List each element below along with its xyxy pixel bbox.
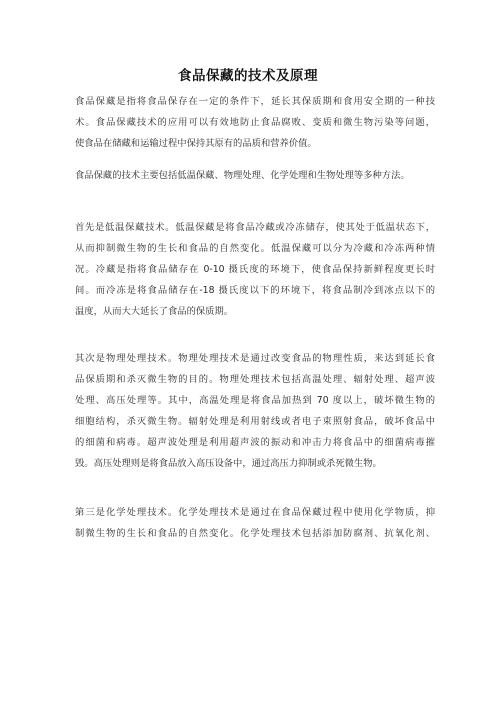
paragraph-low-temperature [75, 217, 435, 322]
text-line: 处理、高压处理等。其中，高温处理是将食品加热到 70 度以上，破坏微生物的 [75, 395, 435, 406]
text-line: 食品保藏是指将食品保存在一定的条件下，延长其保质期和食用安全期的一种技 [75, 96, 435, 107]
text-line: 食品保藏的技术主要包括低温保藏、物理处理、化学处理和生物处理等多种方法。 [75, 170, 410, 181]
text-line: 制微生物的生长和食品的自然变化。化学处理技术包括添加防腐剂、抗氧化剂、 [75, 528, 435, 539]
paragraph-methods-overview [75, 165, 435, 186]
text-line: 从而抑制微生物的生长和食品的自然变化。低温保藏可以分为冷藏和冷冻两种情 [75, 243, 435, 254]
text-line: 况。冷藏是指将食品储存在 0-10 摄氏度的环境下，使食品保持新鲜程度更长时 [75, 264, 435, 275]
document-title: 食品保藏的技术及原理 [178, 68, 318, 84]
text-line: 术。食品保藏技术的应用可以有效地防止食品腐败、变质和微生物污染等问题， [75, 117, 435, 128]
text-line: 品保质期和杀灭微生物的目的。物理处理技术包括高温处理、辐射处理、超声波 [75, 374, 435, 385]
text-line: 细胞结构，杀灭微生物。辐射处理是利用射线或者电子束照射食品，破坏食品中 [75, 416, 435, 427]
paragraph-chemical-treatment [75, 502, 435, 544]
paragraph-physical-treatment [75, 348, 435, 474]
text-line: 其次是物理处理技术。物理处理技术是通过改变食品的物理性质，来达到延长食 [75, 353, 435, 364]
text-line: 毁。高压处理则是将食品放入高压设备中，通过高压力抑制或杀死微生物。 [75, 458, 382, 469]
text-line: 首先是低温保藏技术。低温保藏是将食品冷藏或冷冻储存，使其处于低温状态下， [75, 222, 435, 233]
text-line: 第三是化学处理技术。化学处理技术是通过在食品保藏过程中使用化学物质，抑 [75, 507, 435, 518]
text-line: 使食品在储藏和运输过程中保持其原有的品质和营养价值。 [75, 138, 317, 149]
text-line: 间。而冷冻是将食品储存在-18 摄氏度以下的环境下，将食品制冷到冰点以下的 [75, 285, 435, 296]
text-line: 的细菌和病毒。超声波处理是利用超声波的振动和冲击力将食品中的细菌病毒摧 [75, 437, 435, 448]
paragraph-intro [75, 91, 435, 154]
text-line: 温度，从而大大延长了食品的保质期。 [75, 306, 234, 317]
